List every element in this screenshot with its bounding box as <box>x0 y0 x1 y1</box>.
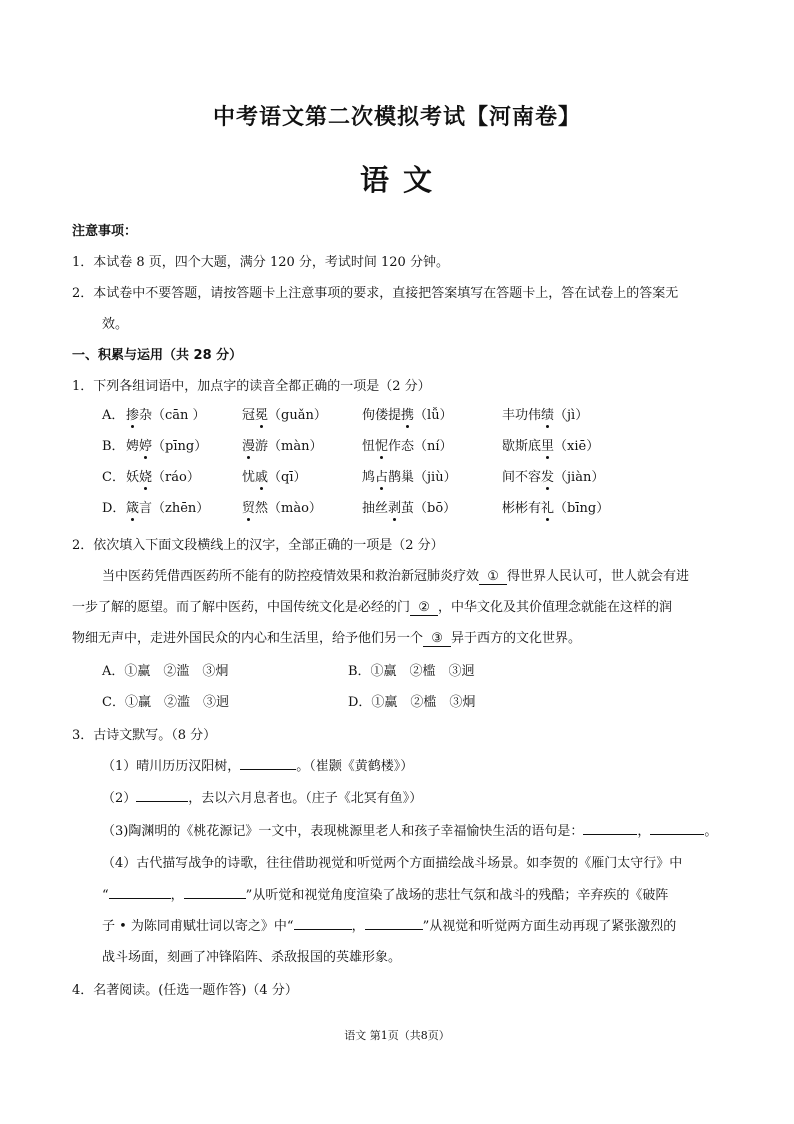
notice-item-2-cont: 效。 <box>102 317 129 332</box>
notice-item-1: 1．本试卷 8 页，四个大题，满分 120 分，考试时间 120 分钟。 <box>72 255 449 270</box>
dotted-character: 娆 <box>139 470 153 485</box>
blank-3: ③ <box>423 631 451 647</box>
question-2-stem: 2．依次填入下面文段横线上的汉字，全部正确的一项是（2 分） <box>72 538 444 553</box>
question-1-word: 鸠占鹊巢（jiù） <box>362 470 457 485</box>
dotted-character: 绩 <box>541 408 555 423</box>
option-c: C．①赢 ②滥 ③迥 <box>102 695 229 710</box>
question-3-item-2: （2） ，去以六月息者也。（庄子《北冥有鱼》） <box>102 791 423 806</box>
dotted-character: 漫 <box>242 439 256 454</box>
dotted-character: 掺 <box>126 408 140 423</box>
question-1-word: 间不容发（jiàn） <box>502 470 605 485</box>
question-1-option-label: D． <box>102 501 126 516</box>
dotted-character: 携 <box>401 408 415 423</box>
dotted-character: 占 <box>375 470 389 485</box>
dotted-character: 礼 <box>541 501 555 516</box>
blank-1: ① <box>479 569 507 585</box>
page-title: 中考语文第二次模拟考试【河南卷】 <box>212 105 581 130</box>
question-1-word: 忧戚（qī） <box>242 470 307 485</box>
subject-title: 语 文 <box>359 163 435 197</box>
option-a: A．①赢 ②滥 ③炯 <box>102 664 229 679</box>
question-1-word: 箴言（zhēn） <box>126 501 210 516</box>
question-1-stem: 1．下列各组词语中，加点字的读音全都正确的一项是（2 分） <box>72 379 431 394</box>
question-3-item-4-line-4: 战斗场面，刻画了冲锋陷阵、杀敌报国的英雄形象。 <box>102 950 402 965</box>
dotted-character: 婷 <box>139 439 153 454</box>
option-d: D．①赢 ②槛 ③炯 <box>348 695 476 710</box>
question-1-option-label: A． <box>102 408 125 423</box>
question-3-item-4-line-2: “ ， ”从听觉和视觉角度渲染了战场的悲壮气氛和战斗的残酷；辛弃疾的《破阵 <box>102 888 669 903</box>
dotted-character: 里 <box>541 439 555 454</box>
notice-heading: 注意事项： <box>72 224 138 239</box>
question-2-passage-line-2: 一步了解的愿望。而了解中医药，中国传统文化是必经的门 ② ，中华文化及其价值理念就能在这样的润 <box>72 600 673 615</box>
question-1-word: 娉婷（pīng） <box>126 439 208 454</box>
question-3-item-3: （3)陶渊明的《桃花源记》一文中，表现桃源里老人和孩子幸福愉快生活的语句是： ， 。 <box>102 824 718 839</box>
question-1-word: 歇斯底里（xiē） <box>502 439 600 454</box>
dotted-character: 贸 <box>242 501 256 516</box>
dotted-character: 戚 <box>255 470 269 485</box>
question-1-option-label: B． <box>102 439 125 454</box>
question-1-word: 抽丝剥茧（bō） <box>362 501 457 516</box>
question-1-option-label: C． <box>102 470 125 485</box>
question-1-word: 佝偻提携（lǚ） <box>362 408 453 423</box>
page-footer: 语文 第1页（共8页） <box>344 1029 450 1042</box>
question-1-word: 妖娆（ráo） <box>126 470 200 485</box>
question-1-word: 冠冕（guǎn） <box>242 408 327 423</box>
question-1-word: 彬彬有礼（bīng） <box>502 501 610 516</box>
dotted-character: 怩 <box>375 439 389 454</box>
dotted-character: 冕 <box>255 408 269 423</box>
dotted-character: 发 <box>541 470 555 485</box>
question-3-item-4-line-3: 子 • 为陈同甫赋壮词以寄之》中“ ， ”从视觉和听觉两方面生动再现了紧张激烈的 <box>102 919 677 934</box>
blank-2: ② <box>410 600 438 616</box>
question-1-word: 漫游（màn） <box>242 439 323 454</box>
question-1-word: 丰功伟绩（jì） <box>502 408 589 423</box>
question-3-item-1: （1）晴川历历汉阳树， 。（崔颢《黄鹤楼》） <box>102 759 414 774</box>
option-b: B．①赢 ②槛 ③迥 <box>348 664 475 679</box>
question-2-passage-line-3: 物细无声中，走进外国民众的内心和生活里，给予他们另一个 ③ 异于西方的文化世界。 <box>72 631 582 646</box>
question-3-item-4-line-1: （4）古代描写战争的诗歌，往往借助视觉和听觉两个方面描绘战斗场景。如李贺的《雁门太守行》中 <box>102 856 683 871</box>
question-1-word: 贸然（mào） <box>242 501 322 516</box>
question-3-stem: 3．古诗文默写。（8 分） <box>72 728 217 743</box>
dotted-character: 箴 <box>126 501 140 516</box>
question-1-word: 掺杂（cān ） <box>126 408 206 423</box>
question-1-word: 忸怩作态（ní） <box>362 439 453 454</box>
notice-item-2: 2．本试卷中不要答题，请按答题卡上注意事项的要求，直接把答案填写在答题卡上，答在试卷上的答案无 <box>72 286 679 301</box>
question-4-stem: 4．名著阅读。(任选一题作答)（4 分） <box>72 983 298 998</box>
question-2-passage-line-1: 当中医药凭借西医药所不能有的防控疫情效果和救治新冠肺炎疗效 ① 得世界人民认可，世人就会有进 <box>102 569 690 584</box>
dotted-character: 剥 <box>388 501 402 516</box>
section-1-heading: 一、积累与运用（共 28 分） <box>72 348 243 363</box>
